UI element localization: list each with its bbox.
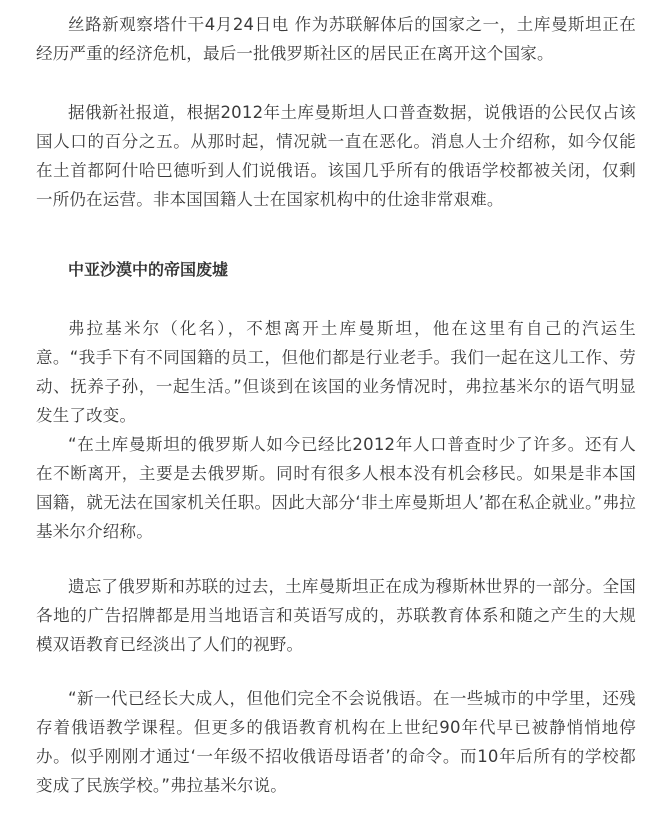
paragraph-census: 据俄新社报道，根据2012年土库曼斯坦人口普查数据，说俄语的公民仅占该国人口的百分之五。从那时起，情况就一直在恶化。消息人士介绍称，如今仅能在土首都阿什哈巴德听到人们说俄语。该国几乎所有的俄语学校都被关闭，仅剩一所仍在运营。非本国国籍人士在国家机构中的仕途非常艰难。: [36, 103, 636, 209]
section-heading: 中亚沙漠中的帝国废墟: [68, 260, 229, 279]
paragraph-vladimir-business: 弗拉基米尔（化名），不想离开土库曼斯坦，他在这里有自己的汽运生意。“我手下有不同国籍的员工，但他们都是行业老手。我们一起在这儿工作、劳动、抚养子孙，一起生活。”但谈到在该国的业务情况时，弗拉基米尔的语气明显发生了改变。: [36, 319, 636, 425]
paragraph-intro: 丝路新观察塔什干4月24日电 作为苏联解体后的国家之一，土库曼斯坦正在经历严重的经济危机，最后一批俄罗斯社区的居民正在离开这个国家。: [36, 15, 636, 63]
paragraph-muslim-world: 遗忘了俄罗斯和苏联的过去，土库曼斯坦正在成为穆斯林世界的一部分。全国各地的广告招牌都是用当地语言和英语写成的，苏联教育体系和随之产生的大规模双语教育已经淡出了人们的视野。: [36, 577, 636, 654]
paragraph-vladimir-quote-2: “新一代已经长大成人，但他们完全不会说俄语。在一些城市的中学里，还残存着俄语教学课程。但更多的俄语教育机构在上世纪90年代早已被静悄悄地停办。似乎刚刚才通过‘一年级不招收俄语母语者’的命令。而10年后所有的学校都变成了民族学校。”弗拉基米尔说。: [36, 689, 636, 795]
paragraph-vladimir-quote-1: “在土库曼斯坦的俄罗斯人如今已经比2012年人口普查时少了许多。还有人在不断离开，主要是去俄罗斯。同时有很多人根本没有机会移民。如果是非本国国籍，就无法在国家机关任职。因此大部分‘非土库曼斯坦人’都在私企就业。”弗拉基米尔介绍称。: [36, 435, 636, 541]
